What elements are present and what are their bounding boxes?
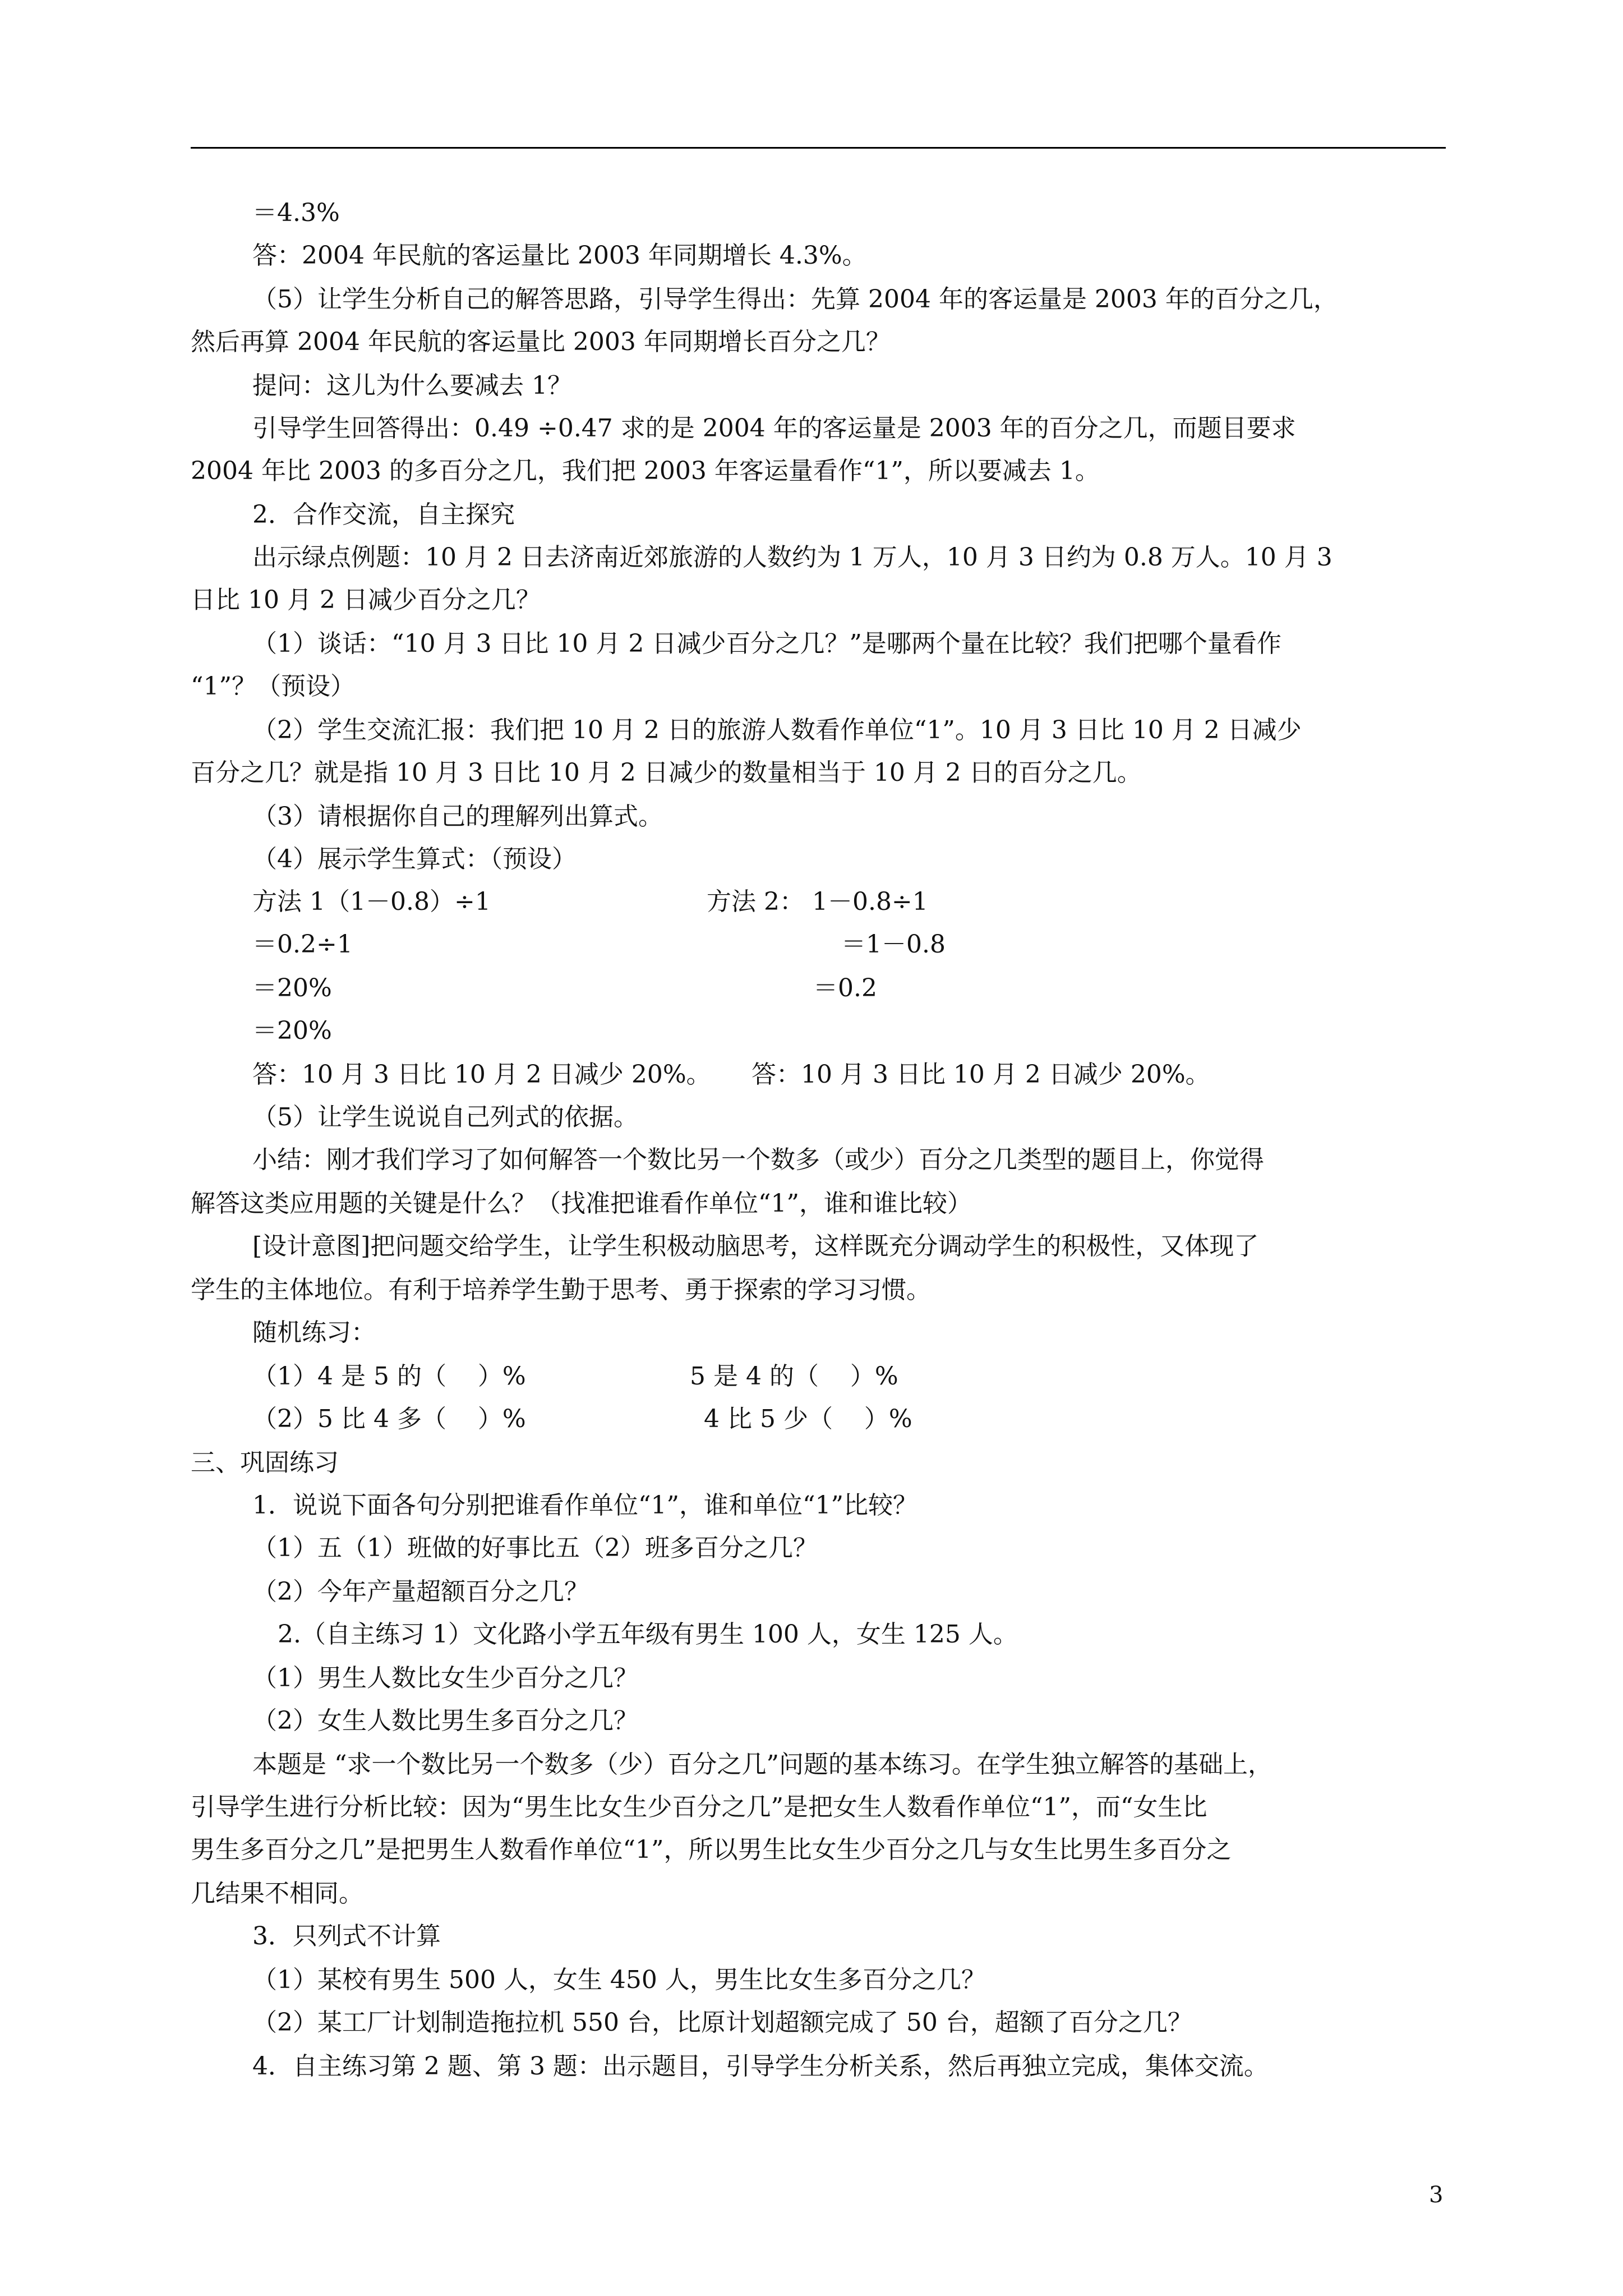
practice-item: （2）5 比 4 多（ ）% bbox=[252, 1405, 526, 1433]
practice-item: 4 比 5 少（ ）% bbox=[704, 1405, 912, 1433]
text-line: 然后再算 2004 年民航的客运量比 2003 年同期增长百分之几？ bbox=[191, 328, 891, 356]
text-line: 引导学生回答得出：0.49 ÷0.47 求的是 2004 年的客运量是 2003 年的百分之几，而题目要求 bbox=[252, 414, 1296, 443]
text-line: 几结果不相同。 bbox=[191, 1879, 363, 1908]
text-line: 本题是 “求一个数比另一个数多（少）百分之几”问题的基本练习。在学生独立解答的基础上， bbox=[252, 1750, 1272, 1779]
text-line: （2）女生人数比男生多百分之几？ bbox=[252, 1706, 638, 1735]
text-line: （4）展示学生算式：（预设） bbox=[252, 845, 577, 873]
method-2-step-3: ＝0.2 bbox=[813, 974, 877, 1002]
text-line: 随机练习： bbox=[252, 1318, 376, 1347]
text-line: 学生的主体地位。有利于培养学生勤于思考、勇于探索的学习习惯。 bbox=[191, 1276, 931, 1304]
text-line: 答：2004 年民航的客运量比 2003 年同期增长 4.3%。 bbox=[252, 241, 867, 270]
method-1-step-2: ＝0.2÷1 bbox=[252, 930, 353, 959]
text-line: （1）五（1）班做的好事比五（2）班多百分之几？ bbox=[252, 1534, 818, 1562]
method-2-step-2: ＝1－0.8 bbox=[841, 930, 946, 959]
text-line: 3．只列式不计算 bbox=[252, 1922, 441, 1950]
text-line: 引导学生进行分析比较：因为“男生比女生少百分之几”是把女生人数看作单位“1”，而“女生比 bbox=[191, 1793, 1207, 1821]
method-2-step-1: 方法 2： 1－0.8÷1 bbox=[707, 887, 928, 916]
method-1-step-1: 方法 1（1－0.8）÷1 bbox=[252, 887, 491, 916]
text-line: （5）让学生分析自己的解答思路，引导学生得出：先算 2004 年的客运量是 2003 年的百分之几， bbox=[252, 285, 1338, 314]
text-line: （2）今年产量超额百分之几？ bbox=[252, 1577, 589, 1606]
section-heading: 三、巩固练习 bbox=[191, 1448, 339, 1477]
text-line: 百分之几？就是指 10 月 3 日比 10 月 2 日减少的数量相当于 10 月 2 日的百分之几。 bbox=[191, 758, 1142, 787]
text-line: （1）男生人数比女生少百分之几？ bbox=[252, 1664, 638, 1692]
text-line: 2.（自主练习 1）文化路小学五年级有男生 100 人，女生 125 人。 bbox=[278, 1620, 1018, 1649]
text-line: 解答这类应用题的关键是什么？（找准把谁看作单位“1”，谁和谁比较） bbox=[191, 1189, 972, 1218]
method-1-step-4: ＝20% bbox=[252, 1016, 332, 1045]
text-line: “1”？（预设） bbox=[191, 672, 355, 701]
text-line: （3）请根据你自己的理解列出算式。 bbox=[252, 802, 663, 831]
text-line: （2）学生交流汇报：我们把 10 月 2 日的旅游人数看作单位“1”。10 月 3 日比 10 月 2 日减少 bbox=[252, 716, 1302, 744]
text-line: 4．自主练习第 2 题、第 3 题：出示题目，引导学生分析关系，然后再独立完成，集体交流。 bbox=[252, 2052, 1269, 2081]
text-line: 2004 年比 2003 的多百分之几，我们把 2003 年客运量看作“1”，所以要减去 1。 bbox=[191, 457, 1100, 485]
text-line: （1）谈话：“10 月 3 日比 10 月 2 日减少百分之几？”是哪两个量在比较？我们把哪个量看作 bbox=[252, 629, 1281, 658]
text-line: 1．说说下面各句分别把谁看作单位“1”，谁和单位“1”比较？ bbox=[252, 1491, 917, 1520]
text-line: 日比 10 月 2 日减少百分之几？ bbox=[191, 586, 541, 614]
text-line: 小结：刚才我们学习了如何解答一个数比另一个数多（或少）百分之几类型的题目上，你觉得 bbox=[252, 1145, 1264, 1174]
practice-item: （1）4 是 5 的（ ）% bbox=[252, 1362, 526, 1391]
practice-item: 5 是 4 的（ ）% bbox=[690, 1362, 898, 1391]
header-rule bbox=[191, 147, 1446, 149]
text-line: （1）某校有男生 500 人，女生 450 人，男生比女生多百分之几？ bbox=[252, 1966, 986, 1994]
text-line: （2）某工厂计划制造拖拉机 550 台，比原计划超额完成了 50 台，超额了百分之几？ bbox=[252, 2008, 1192, 2037]
method-1-answer: 答：10 月 3 日比 10 月 2 日减少 20%。 bbox=[252, 1060, 711, 1089]
text-line: 提问：这儿为什么要减去 1？ bbox=[252, 371, 572, 400]
text-line: [设计意图]把问题交给学生，让学生积极动脑思考，这样既充分调动学生的积极性，又体现了 bbox=[252, 1232, 1259, 1260]
method-2-answer: 答：10 月 3 日比 10 月 2 日减少 20%。 bbox=[751, 1060, 1210, 1089]
text-line: 出示绿点例题：10 月 2 日去济南近郊旅游的人数约为 1 万人，10 月 3 日约为 0.8 万人。10 月 3 bbox=[252, 543, 1332, 572]
method-1-step-3: ＝20% bbox=[252, 974, 332, 1002]
text-line: 男生多百分之几”是把男生人数看作单位“1”，所以男生比女生少百分之几与女生比男生多百分之 bbox=[191, 1835, 1232, 1864]
page-number: 3 bbox=[1429, 2182, 1444, 2208]
text-line: 2．合作交流，自主探究 bbox=[252, 500, 515, 529]
text-line: （5）让学生说说自己列式的依据。 bbox=[252, 1103, 638, 1131]
text-line: ＝4.3% bbox=[252, 199, 340, 227]
